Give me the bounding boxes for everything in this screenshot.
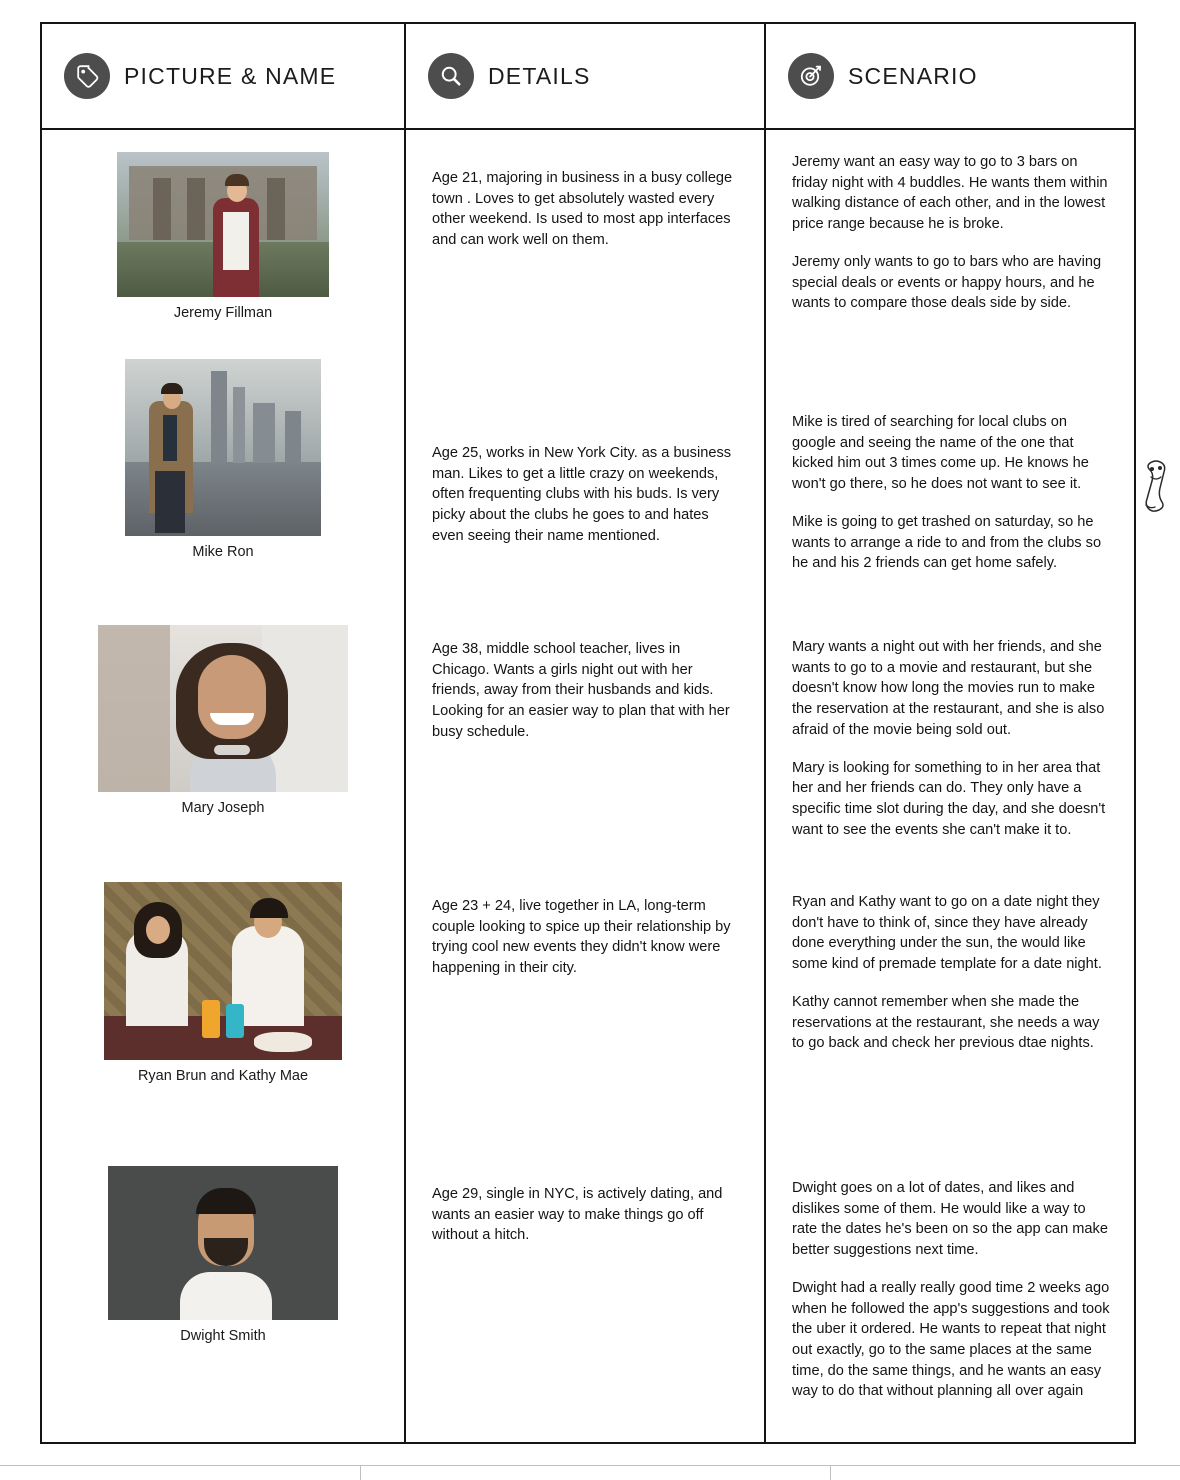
details-text: Age 25, works in New York City. as a business man. Likes to get a little crazy on weekends, often frequenting clubs with his buds. Is very picky about the clubs he goes to and hates even seeing their name mentioned. [432, 445, 732, 544]
scenario-text [766, 637, 1134, 840]
details-cell [406, 130, 764, 350]
scenario-paragraph: Dwight goes on a lot of dates, and likes and dislikes some of them. He would like a way to rate the dates he's been on so the app can make better suggestions next time. [792, 1180, 1108, 1259]
scenario-cell [766, 1160, 1134, 1400]
doodle-icon [1140, 455, 1174, 523]
persona-name: Dwight Smith [180, 1328, 266, 1344]
scenario-text [766, 892, 1134, 1054]
persona-photo-cell [42, 1160, 404, 1400]
persona-photo-cell [42, 350, 404, 615]
tag-icon [64, 53, 110, 99]
persona-table [40, 22, 1136, 1444]
scenario-cell [766, 350, 1134, 615]
persona-photo-cell [42, 130, 404, 350]
scenario-paragraph: Mike is going to get trashed on saturday, so he wants to arrange a ride to and from the clubs so he and his 2 friends can get home safely. [792, 513, 1102, 572]
persona-name: Jeremy Fillman [173, 305, 273, 321]
header-label-picture-name: PICTURE & NAME [124, 62, 337, 89]
header-cell-picture-name [42, 24, 406, 128]
details-text: Age 29, single in NYC, is actively dating, and wants an easier way to make things go off without a hitch. [432, 1186, 723, 1244]
scenario-paragraph: Dwight had a really really good time 2 weeks ago when he followed the app's suggestions and took the uber it ordered. He wants to repeat that night out exactly, go to the same places at the same time, do the same things, and he wants an easy way to do that without planning all over again [792, 1279, 1110, 1400]
persona-name: Mike Ron [192, 544, 254, 560]
column-details [406, 130, 766, 1442]
details-cell [406, 870, 764, 1160]
column-scenario [766, 130, 1134, 1442]
persona-photo-cell [42, 870, 404, 1160]
photo-dwight-smith [108, 1166, 338, 1320]
scenario-paragraph: Jeremy only wants to go to bars who are having special deals or events or happy hours, and he wants to compare those deals side by side. [792, 253, 1102, 312]
persona-name: Ryan Brun and Kathy Mae [137, 1068, 309, 1084]
scenario-paragraph: Mary is looking for something to in her area that her and her friends can do. They only have a specific time slot during the day, and she doesn't want to see the events she can't make it to. [792, 759, 1106, 838]
header-label-details: DETAILS [488, 62, 591, 89]
photo-mike-ron [125, 359, 321, 536]
photo-mary-joseph [98, 625, 348, 792]
scenario-paragraph: Ryan and Kathy want to go on a date night they don't have to think of, since they have already done everything under the sun, the would like some kind of premade template for a date night. [792, 894, 1102, 973]
photo-jeremy-fillman [117, 152, 329, 297]
magnifier-icon [428, 53, 474, 99]
scenario-paragraph: Mary wants a night out with her friends, and she wants to go to a movie and restaurant, but she doesn't know how long the movies run to make the reservation at the restaurant, and she is also afraid of the movie being sold out. [792, 639, 1105, 738]
scenario-paragraph: Mike is tired of searching for local clubs on google and seeing the name of the one that kicked him out 3 times come up. He knows he won't go there, so he does not want to see it. [792, 414, 1089, 493]
column-picture-name [42, 130, 406, 1442]
persona-name: Mary Joseph [181, 800, 265, 816]
scenario-paragraph: Jeremy want an easy way to go to 3 bars on friday night with 4 buddles. He wants them within walking distance of each other, and in the lowest price range because he is broke. [792, 154, 1108, 233]
page-footer-bar [0, 1465, 1180, 1480]
header-cell-details [406, 24, 766, 128]
scenario-text [766, 412, 1134, 574]
photo-ryan-kathy [104, 882, 342, 1060]
scenario-text [766, 152, 1134, 314]
details-text: Age 23 + 24, live together in LA, long-term couple looking to spice up their relationship by trying cool new events they didn't know were happening in their city. [432, 898, 731, 977]
target-icon [788, 53, 834, 99]
header-cell-scenario [766, 24, 1134, 128]
scenario-text [766, 1178, 1134, 1402]
details-text: Age 38, middle school teacher, lives in Chicago. Wants a girls night out with her friends, away from their husbands and kids. Looking for an easier way to plan that with her busy schedule. [432, 641, 730, 740]
details-cell [406, 350, 764, 615]
table-body [42, 130, 1134, 1442]
details-text: Age 21, majoring in business in a busy college town . Loves to get absolutely wasted every other weekend. Is used to most app interfaces and can work well on them. [432, 170, 733, 249]
table-header-row [42, 24, 1134, 130]
scenario-cell [766, 130, 1134, 350]
scenario-cell [766, 870, 1134, 1160]
scenario-paragraph: Kathy cannot remember when she made the reservations at the restaurant, she needs a way to go back and check her previous dtae nights. [792, 993, 1100, 1052]
scenario-cell [766, 615, 1134, 870]
persona-photo-cell [42, 615, 404, 870]
header-label-scenario: SCENARIO [848, 62, 978, 89]
details-cell [406, 1160, 764, 1400]
details-cell [406, 615, 764, 870]
